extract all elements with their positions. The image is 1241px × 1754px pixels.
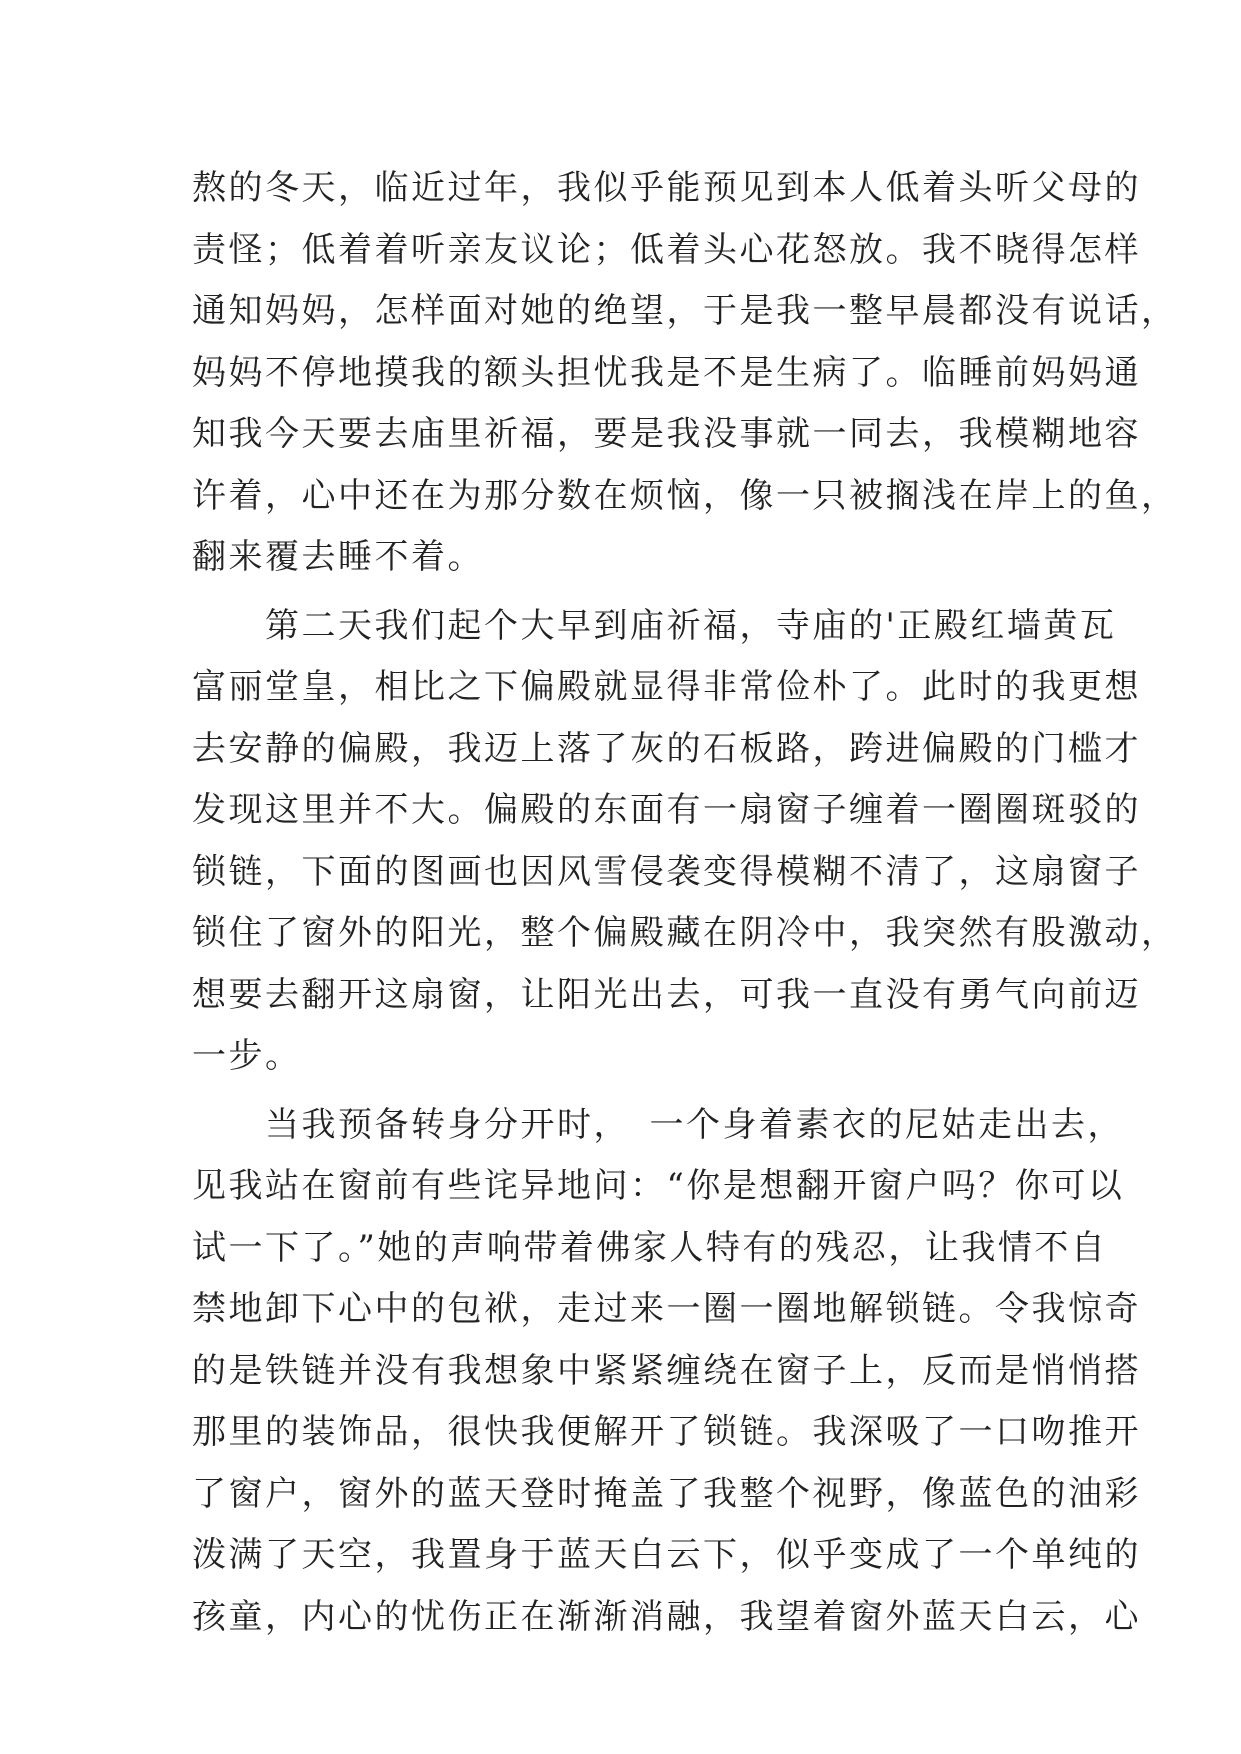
text-line: 妈妈不停地摸我的额头担忧我是不是生病了。临睡前妈妈通: [192, 352, 1141, 393]
text-line: 去安静的偏殿，我迈上落了灰的石板路，跨进偏殿的门槛才: [192, 728, 1141, 769]
text-line: 当我预备转身分开时， 一个身着素衣的尼姑走出去，: [192, 1104, 1124, 1145]
text-line: 责怪；低着着听亲友议论；低着头心花怒放。我不晓得怎样: [192, 229, 1141, 270]
text-line: 一步。: [192, 1036, 302, 1076]
paragraph-spacer: [192, 589, 1052, 596]
text-line: 试一下了。”她的声响带着佛家人特有的残忍，让我情不自: [192, 1227, 1108, 1268]
text-line: 发现这里并不大。偏殿的东面有一扇窗子缠着一圈圈斑驳的: [192, 790, 1141, 830]
paragraph-spacer: [192, 1088, 1052, 1095]
text-line: 禁地卸下心中的包袱，走过来一圈一圈地解锁链。令我惊奇: [192, 1289, 1141, 1329]
text-line: 熬的冬天，临近过年，我似乎能预见到本人低着头听父母的: [192, 168, 1141, 208]
text-line: 锁住了窗外的阳光，整个偏殿藏在阴冷中，我突然有股激动，: [192, 913, 1178, 953]
paragraph: [192, 1095, 1141, 1649]
text-line: 见我站在窗前有些诧异地问：“你是想翻开窗户吗？你可以: [192, 1166, 1125, 1206]
body-text: [192, 158, 1178, 1648]
text-line: 泼满了天空，我置身于蓝天白云下，似乎变成了一个单纯的: [192, 1535, 1141, 1575]
text-line: 富丽堂皇，相比之下偏殿就显得非常俭朴了。此时的我更想: [192, 667, 1141, 707]
text-line: 了窗户，窗外的蓝天登时掩盖了我整个视野，像蓝色的油彩: [192, 1473, 1141, 1514]
paragraph: [192, 596, 1178, 1088]
text-line: 想要去翻开这扇窗，让阳光出去，可我一直没有勇气向前迈: [192, 974, 1141, 1015]
text-line: 第二天我们起个大早到庙祈福，寺庙的'正殿红墙黄瓦: [192, 605, 1117, 646]
text-line: 的是铁链并没有我想象中紧紧缠绕在窗子上，反而是悄悄搭: [192, 1350, 1141, 1391]
paragraph: [192, 158, 1178, 589]
text-line: 知我今天要去庙里祈福，要是我没事就一同去，我模糊地容: [192, 414, 1141, 454]
text-line: 锁链，下面的图画也因风雪侵袭变得模糊不清了，这扇窗子: [192, 851, 1141, 892]
text-line: 翻来覆去睡不着。: [192, 537, 484, 577]
text-line: 许着，心中还在为那分数在烦恼，像一只被搁浅在岸上的鱼，: [192, 475, 1178, 516]
text-line: 孩童，内心的忧伤正在渐渐消融，我望着窗外蓝天白云，心: [192, 1596, 1141, 1637]
text-line: 那里的装饰品，很快我便解开了锁链。我深吸了一口吻推开: [192, 1412, 1141, 1452]
text-line: 通知妈妈，怎样面对她的绝望，于是我一整早晨都没有说话，: [192, 291, 1178, 331]
